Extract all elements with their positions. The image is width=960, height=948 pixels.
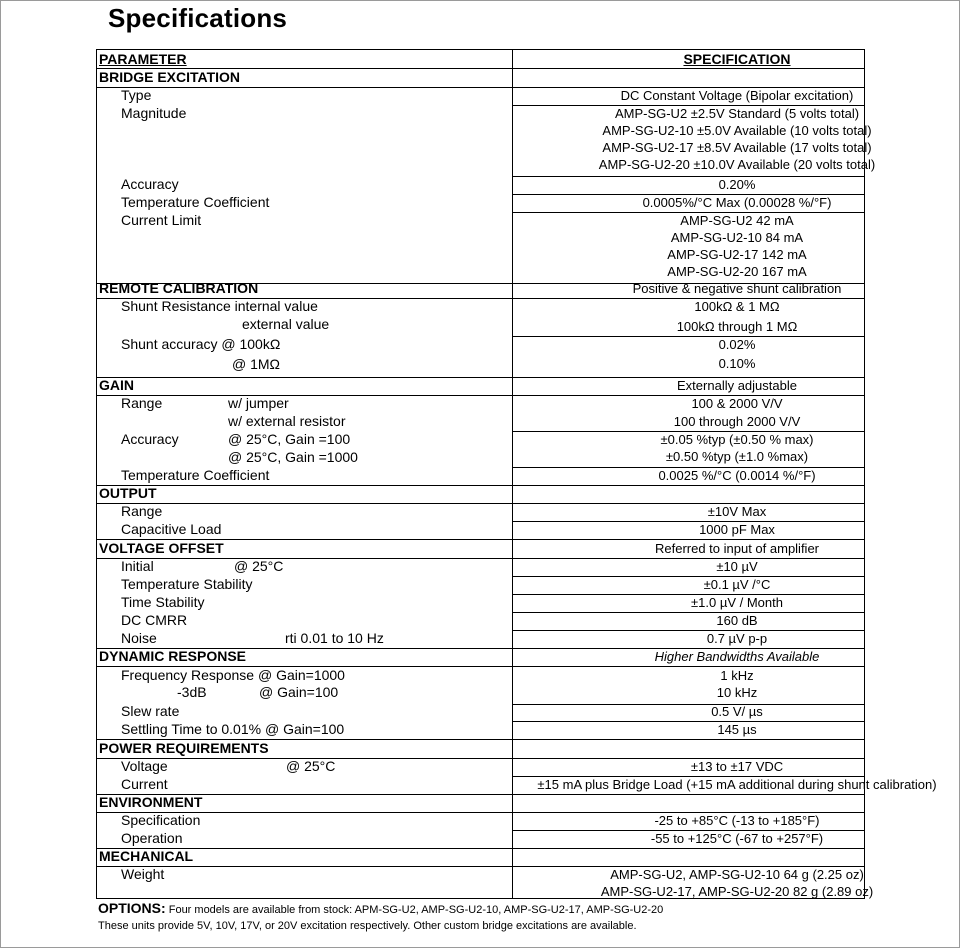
parameter-label: Noise xyxy=(121,630,157,646)
parameter-label: Slew rate xyxy=(121,703,180,719)
specification-value: -25 to +85°C (-13 to +185°F) xyxy=(654,813,820,828)
specification-value: AMP-SG-U2-17 ±8.5V Available (17 volts total) xyxy=(602,140,872,155)
specification-value: DC Constant Voltage (Bipolar excitation) xyxy=(620,88,854,103)
row-rule xyxy=(97,485,864,486)
parameter-label: Current xyxy=(121,776,168,792)
options-text: Four models are available from stock: APM-SG-U2, AMP-SG-U2-10, AMP-SG-U2-17, AMP-SG-U2-20 xyxy=(165,904,664,916)
parameter-sublabel: @ 1MΩ xyxy=(232,356,281,372)
specification-value: 1000 pF Max xyxy=(699,522,775,537)
specification-value: 0.10% xyxy=(718,356,756,371)
parameter-sublabel: -3dB xyxy=(177,684,207,700)
specification-value: 0.02% xyxy=(718,337,756,352)
parameter-condition: rti 0.01 to 10 Hz xyxy=(285,630,384,646)
specification-value: ±10V Max xyxy=(707,504,767,519)
parameter-label: Specification xyxy=(121,812,201,828)
section-heading: VOLTAGE OFFSET xyxy=(99,540,224,556)
section-heading: POWER REQUIREMENTS xyxy=(99,740,269,756)
section-heading: OUTPUT xyxy=(99,485,157,501)
parameter-label: Magnitude xyxy=(121,105,187,121)
parameter-condition: w/ jumper xyxy=(228,395,289,411)
specification-value: 1 kHz xyxy=(720,668,754,683)
specification-value: AMP-SG-U2-17, AMP-SG-U2-20 82 g (2.89 oz) xyxy=(600,884,874,899)
parameter-label: Type xyxy=(121,87,152,103)
parameter-label: Accuracy xyxy=(121,176,179,192)
parameter-label: Weight xyxy=(121,866,165,882)
specification-value: 0.20% xyxy=(718,177,756,192)
parameter-sublabel: @ Gain=100 xyxy=(259,684,339,700)
section-heading: ENVIRONMENT xyxy=(99,794,203,810)
parameter-label: Settling Time to 0.01% @ Gain=100 xyxy=(121,721,345,737)
specification-value: AMP-SG-U2-10 84 mA xyxy=(670,230,804,245)
parameter-condition: @ 25°C, Gain =100 xyxy=(228,431,351,447)
specification-value: ±10 µV xyxy=(716,559,758,574)
specification-value: 100kΩ & 1 MΩ xyxy=(694,299,780,314)
parameter-label: Voltage xyxy=(121,758,168,774)
parameter-label: DC CMRR xyxy=(121,612,188,628)
specification-value: AMP-SG-U2-17 142 mA xyxy=(667,247,807,262)
parameter-label: Shunt Resistance internal value xyxy=(121,298,318,314)
parameter-label: Frequency Response @ Gain=1000 xyxy=(121,667,345,683)
row-rule xyxy=(97,794,864,795)
parameter-sublabel: external value xyxy=(242,316,330,332)
section-heading: MECHANICAL xyxy=(99,848,194,864)
specification-value: ±0.1 µV /°C xyxy=(703,577,771,592)
parameter-label: Range xyxy=(121,395,163,411)
specification-value: ±0.05 %typ (±0.50 % max) xyxy=(660,432,814,447)
parameter-condition: w/ external resistor xyxy=(228,413,346,429)
options-line xyxy=(98,900,663,916)
specification-value: AMP-SG-U2 42 mA xyxy=(680,213,794,228)
parameter-label: Operation xyxy=(121,830,183,846)
parameter-label: Capacitive Load xyxy=(121,521,222,537)
specification-value: 10 kHz xyxy=(716,685,758,700)
specification-value: AMP-SG-U2 ±2.5V Standard (5 volts total) xyxy=(614,106,860,121)
section-heading: GAIN xyxy=(99,377,134,393)
specification-value: 0.5 V/ µs xyxy=(711,704,763,719)
specification-value: AMP-SG-U2-10 ±5.0V Available (10 volts total) xyxy=(602,123,872,138)
options-label: OPTIONS: xyxy=(98,900,166,916)
specification-value: Referred to input of amplifier xyxy=(654,541,820,556)
parameter-condition: @ 25°C xyxy=(286,758,336,774)
specification-value: 100kΩ through 1 MΩ xyxy=(676,319,798,334)
parameter-label: Temperature Stability xyxy=(121,576,253,592)
section-heading: REMOTE CALIBRATION xyxy=(99,280,259,296)
column-divider xyxy=(512,50,513,898)
row-rule xyxy=(97,848,864,849)
parameter-label: Temperature Coefficient xyxy=(121,194,270,210)
parameter-label: Temperature Coefficient xyxy=(121,467,270,483)
specification-value: 0.0005%/°C Max (0.00028 %/°F) xyxy=(642,195,832,210)
specification-value: Externally adjustable xyxy=(677,378,797,393)
specification-value: ±0.50 %typ (±1.0 %max) xyxy=(665,449,809,464)
specification-value: AMP-SG-U2-20 ±10.0V Available (20 volts total) xyxy=(598,157,876,172)
specification-value: ±1.0 µV / Month xyxy=(691,595,783,610)
parameter-label: Time Stability xyxy=(121,594,205,610)
specification-value: 100 & 2000 V/V xyxy=(691,396,783,411)
options-note: These units provide 5V, 10V, 17V, or 20V excitation respectively. Other custom bridge excitations are available. xyxy=(98,920,637,932)
specification-value: -55 to +125°C (-67 to +257°F) xyxy=(650,831,824,846)
specification-value: 100 through 2000 V/V xyxy=(673,414,801,429)
parameter-label: Current Limit xyxy=(121,212,202,228)
specification-value: ±15 mA plus Bridge Load (+15 mA additional during shunt calibration) xyxy=(537,777,937,792)
specification-value: AMP-SG-U2-20 167 mA xyxy=(667,264,807,279)
parameter-label: Accuracy xyxy=(121,431,179,447)
parameter-label: Initial xyxy=(121,558,154,574)
header-specification: SPECIFICATION xyxy=(683,51,791,67)
page-title: Specifications xyxy=(108,3,288,33)
specification-value: AMP-SG-U2, AMP-SG-U2-10 64 g (2.25 oz) xyxy=(610,867,864,882)
section-heading: BRIDGE EXCITATION xyxy=(99,69,241,85)
specification-value: 145 µs xyxy=(717,722,757,737)
parameter-condition: @ 25°C xyxy=(234,558,284,574)
specification-value: 160 dB xyxy=(716,613,758,628)
specification-value: Higher Bandwidths Available xyxy=(654,649,820,664)
specification-value: ±13 to ±17 VDC xyxy=(690,759,784,774)
specifications-table xyxy=(96,49,937,899)
parameter-condition: @ 25°C, Gain =1000 xyxy=(228,449,358,465)
parameter-label: Shunt accuracy @ 100kΩ xyxy=(121,336,281,352)
parameter-label: Range xyxy=(121,503,163,519)
specification-value: 0.7 µV p-p xyxy=(706,631,768,646)
section-heading: DYNAMIC RESPONSE xyxy=(99,648,247,664)
specification-value: Positive & negative shunt calibration xyxy=(632,281,842,296)
header-parameter: PARAMETER xyxy=(99,51,187,67)
specification-value: 0.0025 %/°C (0.0014 %/°F) xyxy=(658,468,816,483)
